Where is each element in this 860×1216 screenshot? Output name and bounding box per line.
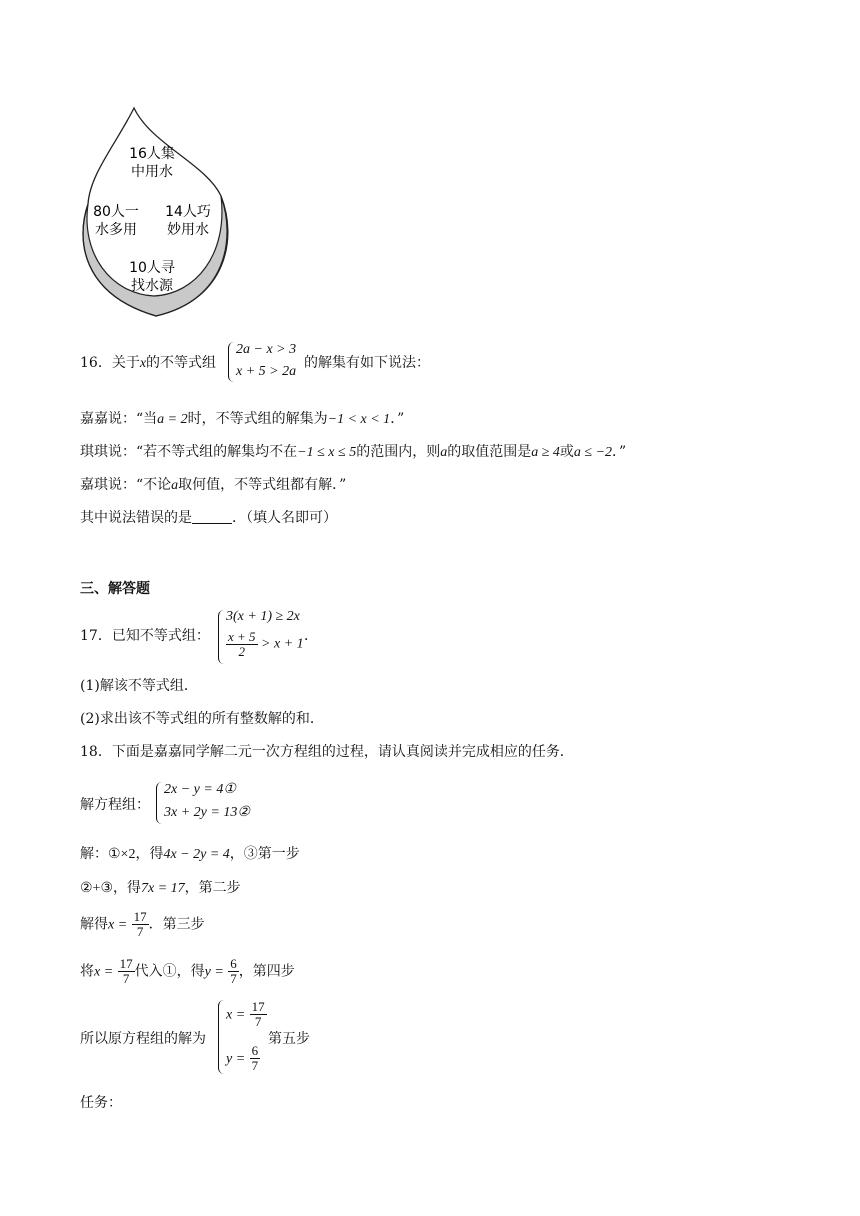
q18-step2: ②+③，得7x = 17，第二步 (80, 880, 241, 896)
q16-statement-qiqi: 琪琪说：“若不等式组的解集均不在−1 ≤ x ≤ 5的范围内，则a的取值范围是a ≥ 4或a ≤ −2．” (80, 444, 627, 460)
q16-intro: 16．关于x的不等式组 的解集有如下说法： (80, 355, 431, 371)
drop-right-line1: 14人巧 (165, 204, 211, 220)
answer-blank[interactable] (192, 523, 232, 524)
drop-left-line1: 80人一 (93, 204, 139, 220)
q18-step1: 解：①×2，得4x − 2y = 4，③第一步 (80, 846, 300, 862)
q18-task: 任务： (80, 1095, 122, 1111)
q16-ineq1: 2a − x > 3 (236, 342, 297, 357)
q18-eq1: 2x − y = 4① (164, 782, 236, 797)
section-title: 三、解答题 (80, 581, 150, 597)
q18-step4: 将x = $\frac{17}{7}$ 代入①，得y = $\frac{6}{7}$ ，第四步 (80, 956, 295, 986)
q18-system-label: 解方程组： (80, 797, 150, 813)
drop-bottom-line2: 找水源 (131, 278, 173, 294)
q16-statement-jiaqi: 嘉琪说：“不论a取何值，不等式组都有解．” (80, 477, 347, 493)
drop-top-line1: 16人集 (129, 146, 175, 162)
q18-eq2: 3x + 2y = 13② (164, 805, 250, 820)
water-drop-figure (76, 104, 236, 324)
drop-bottom-line1: 10人寻 (129, 260, 175, 276)
q17-part1: (1)解该不等式组． (80, 678, 198, 694)
q18-step5-label: 所以原方程组的解为 (80, 1031, 206, 1047)
q17-ineq2: $\frac{x + 5}{2}$ > x + 1 (228, 629, 304, 659)
q16-statement-jiajia: 嘉嘉说：“当a = 2时，不等式组的解集为−1 < x < 1．” (80, 411, 405, 427)
drop-top-line2: 中用水 (131, 164, 173, 180)
q17-intro: 17．已知不等式组： (80, 628, 210, 644)
q18-intro: 18．下面是嘉嘉同学解二元一次方程组的过程，请认真阅读并完成相应的任务． (80, 744, 574, 760)
q17-part2: (2)求出该不等式组的所有整数解的和． (80, 711, 324, 727)
q18-step3: 解得x = $\frac{17}{7}$ ．第三步 (80, 909, 205, 939)
q17-period: ． (304, 628, 318, 644)
q17-ineq1: 3(x + 1) ≥ 2x (226, 609, 300, 624)
q18-solution-y: y = $\frac{6}{7}$ (226, 1043, 259, 1073)
q18-step5-tag: 第五步 (268, 1031, 310, 1047)
drop-left-line2: 水多用 (95, 222, 137, 238)
q16-question: 其中说法错误的是 ．（填人名即可） (80, 510, 337, 526)
drop-right-line2: 妙用水 (167, 222, 209, 238)
q16-ineq2: x + 5 > 2a (236, 364, 297, 379)
q18-solution-x: x = $\frac{17}{7}$ (226, 999, 265, 1029)
